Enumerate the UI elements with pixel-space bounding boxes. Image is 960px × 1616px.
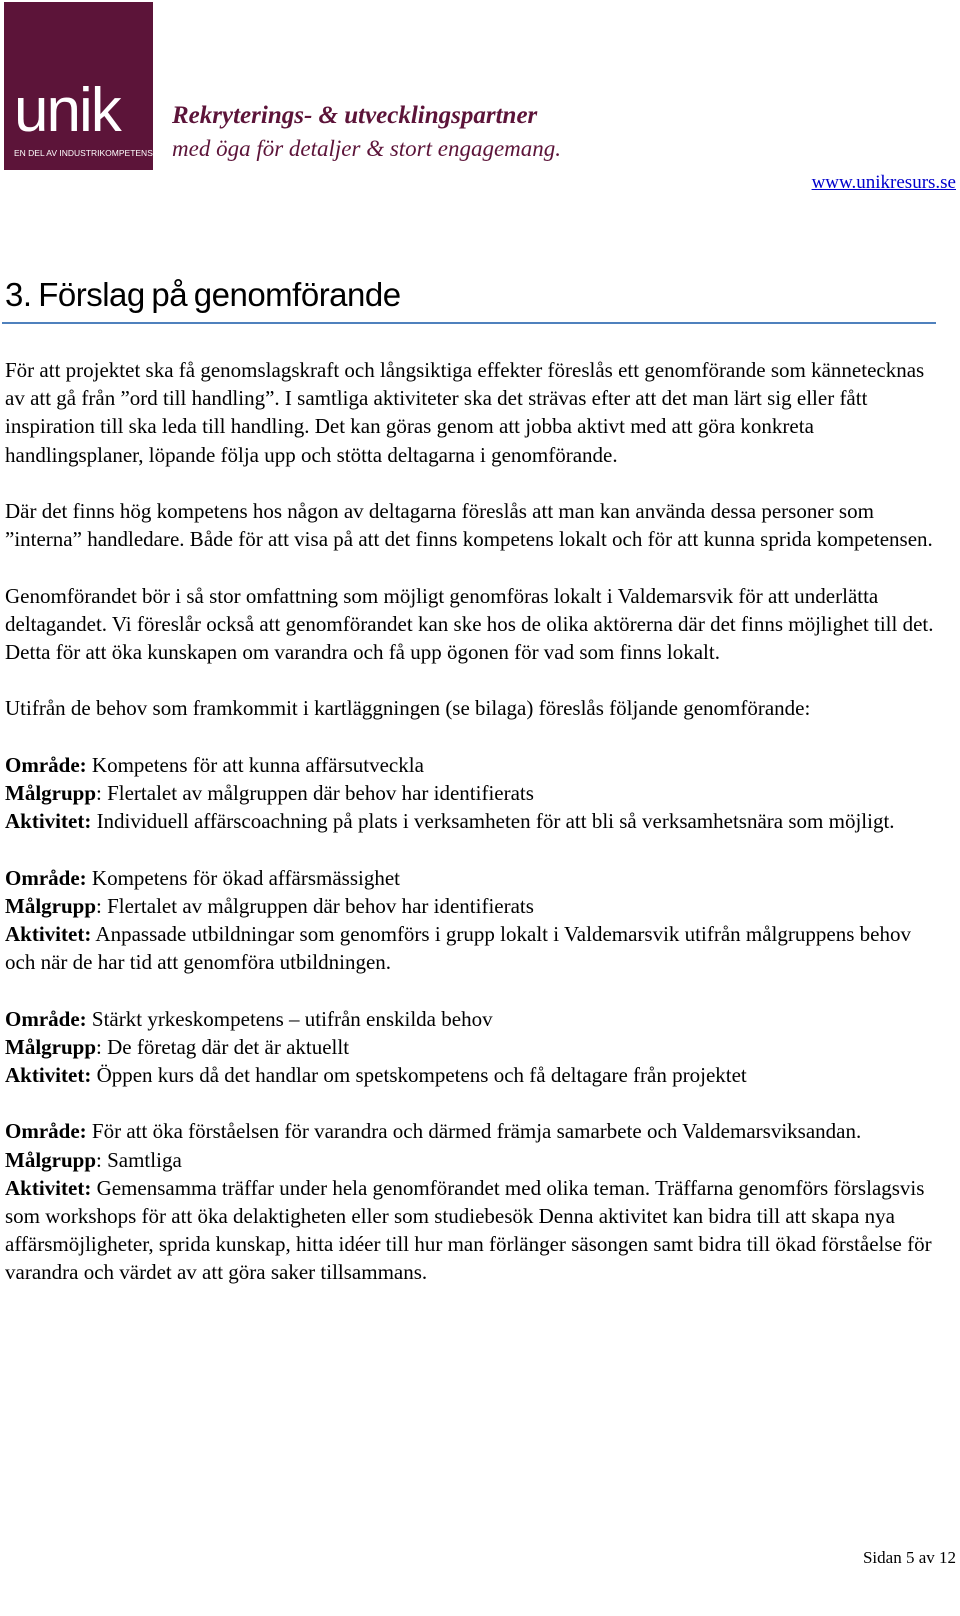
target-text: : Flertalet av målgruppen där behov har identifierats [96,893,534,918]
heading-rule [2,322,936,324]
section-heading: 3. Förslag på genomförande [5,276,401,313]
activity-label: Aktivitet: [5,1062,92,1087]
target-text: : De företag där det är aktuellt [96,1034,350,1059]
paragraph-lokalt: Genomförandet bör i så stor omfattning som möjligt genomföras lokalt i Valdemarsvik för att underlätta deltagandet. Vi föreslår också att genomförandet kan ske hos de olika aktörerna där det finns möjlighet till det. Detta för att öka kunskapen om varandra och få upp ögonen för vad som finns lokalt. [5,583,934,664]
page-number: Sidan 5 av 12 [862,1548,956,1567]
area-label: Område: [5,752,87,777]
area-label: Område: [5,865,87,890]
proposal-block-1 [5,751,935,836]
activity-text: Individuell affärscoachning på plats i verksamheten för att bli så verksamhetsnära som möjligt. [91,809,895,834]
activity-text: Gemensamma träffar under hela genomförandet med olika teman. Träffarna genomförs förslagsvis som workshops för att öka delaktigheten eller som studiebesök Denna aktivitet kan bidra till att skapa nya affärsmöjligheter, sprida kunskap, hitta idéer till hur man förlänger säsongen samt bidra till ökad förståelse för varandra och värdet av att göra saker tillsammans. [5,1175,932,1285]
target-label: Målgrupp [5,780,97,805]
activity-label: Aktivitet: [5,921,92,946]
area-text: Kompetens för ökad affärsmässighet [86,865,401,890]
area-text: För att öka förståelsen för varandra och därmed främja samarbete och Valdemarsviksandan. [86,1119,862,1144]
area-label: Område: [5,1119,87,1144]
paragraph-behov: Utifrån de behov som framkommit i kartläggningen (se bilaga) föreslås följande genomförande: [5,696,811,721]
website-link[interactable]: www.unikresurs.se [811,172,956,193]
activity-text: Anpassade utbildningar som genomförs i grupp lokalt i Valdemarsvik utifrån målgruppens behov och när de har tid att genomföra utbildningen. [5,921,911,975]
logo-word: unik [14,76,120,145]
activity-label: Aktivitet: [5,809,92,834]
proposal-block-4 [5,1117,935,1286]
activity-text: Öppen kurs då det handlar om spetskompetens och få deltagare från projektet [91,1062,747,1087]
area-text: Stärkt yrkeskompetens – utifrån enskilda behov [86,1006,493,1031]
target-label: Målgrupp [5,1147,97,1172]
paragraph-intro: För att projektet ska få genomslagskraft och långsiktiga effekter föreslås ett genomförande som kännetecknas av att gå från ”ord till handling”. I samtliga aktiviteter ska det strävas efter att det man lärt sig eller fått inspiration till ska leda till handling. Det kan göras genom att jobba aktivt med att göra konkreta handlingsplaner, löpande följa upp och stötta deltagarna i genomförande. [5,358,925,467]
document-body [5,356,935,1287]
tagline-primary: Rekryterings- & utvecklingspartner [172,102,538,129]
target-label: Målgrupp [5,1034,97,1059]
tagline-secondary: med öga för detaljer & stort engagemang. [172,136,562,161]
proposal-block-3 [5,1005,935,1090]
target-label: Målgrupp [5,893,97,918]
activity-label: Aktivitet: [5,1175,92,1200]
target-text: : Samtliga [96,1147,182,1172]
proposal-block-2 [5,864,935,977]
paragraph-handledare: Där det finns hög kompetens hos någon av deltagarna föreslås att man kan använda dessa personer som ”interna” handledare. Både för att visa på att det finns kompetens lokalt och för att kunna sprida kompetensen. [5,499,933,552]
unik-logo [4,2,153,170]
target-text: : Flertalet av målgruppen där behov har identifierats [96,780,534,805]
area-text: Kompetens för att kunna affärsutveckla [86,752,424,777]
logo-subtitle: EN DEL AV INDUSTRIKOMPETENS [14,148,153,158]
area-label: Område: [5,1006,87,1031]
